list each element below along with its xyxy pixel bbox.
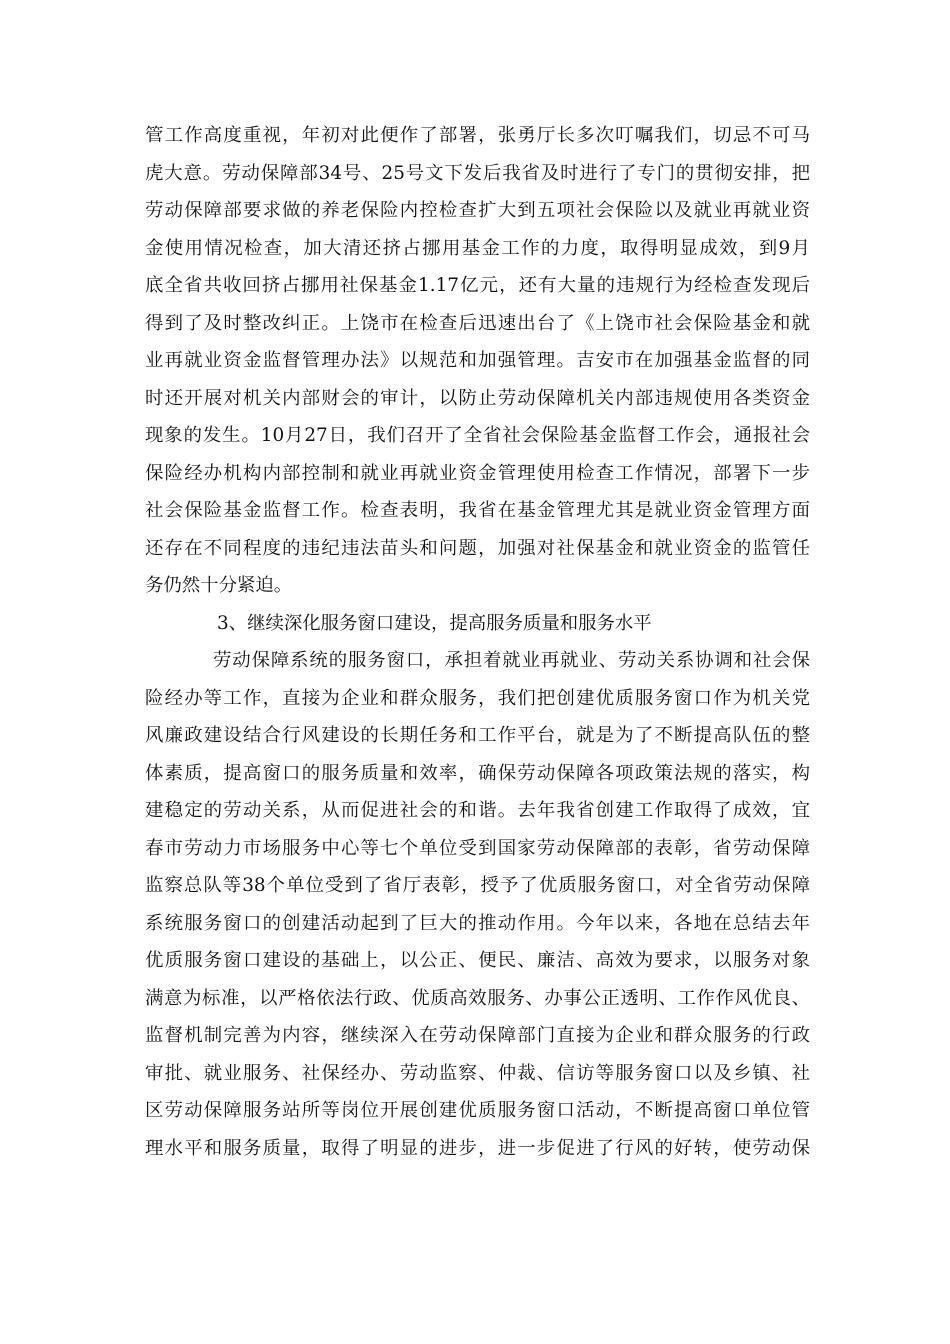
text-line: 监察总队等38个单位受到了省厅表彰，授予了优质服务窗口，对全省劳动保障	[145, 875, 810, 896]
text-line: 优质服务窗口建设的基础上，以公正、便民、廉洁、高效为要求，以服务对象	[145, 950, 810, 971]
text-line: 保险经办机构内部控制和就业再就业资金管理使用检查工作情况，部署下一步	[145, 462, 810, 484]
text-line: 管工作高度重视，年初对此便作了部署，张勇厅长多次叮嘱我们，切忌不可马	[145, 125, 810, 146]
text-line: 劳动保障部要求做的养老保险内控检查扩大到五项社会保险以及就业再就业资	[145, 200, 810, 221]
paragraph-service-window	[145, 642, 810, 1167]
text-line: 审批、就业服务、社保经办、劳动监察、仲裁、信访等服务窗口以及乡镇、社	[145, 1062, 810, 1084]
text-line: 建稳定的劳动关系，从而促进社会的和谐。去年我省创建工作取得了成效，宜	[145, 800, 810, 821]
text-line: 时还开展对机关内部财会的审计，以防止劳动保障机关内部违规使用各类资金	[145, 387, 810, 409]
text-line: 体素质，提高窗口的服务质量和效率，确保劳动保障各项政策法规的落实，构	[145, 762, 810, 784]
text-line: 金使用情况检查，加大清还挤占挪用基金工作的力度，取得明显成效，到9月	[145, 237, 810, 259]
text-line: 系统服务窗口的创建活动起到了巨大的推动作用。今年以来，各地在总结去年	[145, 912, 810, 934]
body-text	[145, 117, 810, 1167]
text-line: 险经办等工作，直接为企业和群众服务，我们把创建优质服务窗口作为机关党	[145, 687, 810, 709]
paragraph-fund-supervision	[145, 117, 810, 605]
text-line: 春市劳动力市场服务中心等七个单位受到国家劳动保障部的表彰，省劳动保障	[145, 837, 810, 859]
text-line: 底全省共收回挤占挪用社保基金1.17亿元，还有大量的违规行为经检查发现后	[145, 275, 810, 296]
text-line: 区劳动保障服务站所等岗位开展创建优质服务窗口活动，不断提高窗口单位管	[145, 1100, 810, 1121]
text-line: 劳动保障系统的服务窗口，承担着就业再就业、劳动关系协调和社会保	[213, 650, 810, 671]
text-line: 满意为标准，以严格依法行政、优质高效服务、办事公正透明、工作作风优良、	[145, 987, 810, 1009]
text-line: 得到了及时整改纠正。上饶市在检查后迅速出台了《上饶市社会保险基金和就	[145, 312, 810, 334]
text-line: 社会保险基金监督工作。检查表明，我省在基金管理尤其是就业资金管理方面	[145, 500, 810, 521]
text-line: 现象的发生。10月27日，我们召开了全省社会保险基金监督工作会，通报社会	[145, 425, 810, 446]
text-line: 还存在不同程度的违纪违法苗头和问题，加强对社保基金和就业资金的监管任	[145, 537, 810, 559]
section-heading: 3、继续深化服务窗口建设，提高服务质量和服务水平	[217, 612, 652, 634]
text-line: 风廉政建设结合行风建设的长期任务和工作平台，就是为了不断提高队伍的整	[145, 725, 810, 746]
text-line: 务仍然十分紧迫。	[145, 575, 293, 596]
text-line: 虎大意。劳动保障部34号、25号文下发后我省及时进行了专门的贯彻安排，把	[145, 162, 810, 184]
text-line: 理水平和服务质量，取得了明显的进步，进一步促进了行风的好转，使劳动保	[145, 1137, 810, 1159]
text-line: 监督机制完善为内容，继续深入在劳动保障部门直接为企业和群众服务的行政	[145, 1025, 810, 1046]
text-line: 业再就业资金监督管理办法》以规范和加强管理。吉安市在加强基金监督的同	[145, 350, 810, 371]
